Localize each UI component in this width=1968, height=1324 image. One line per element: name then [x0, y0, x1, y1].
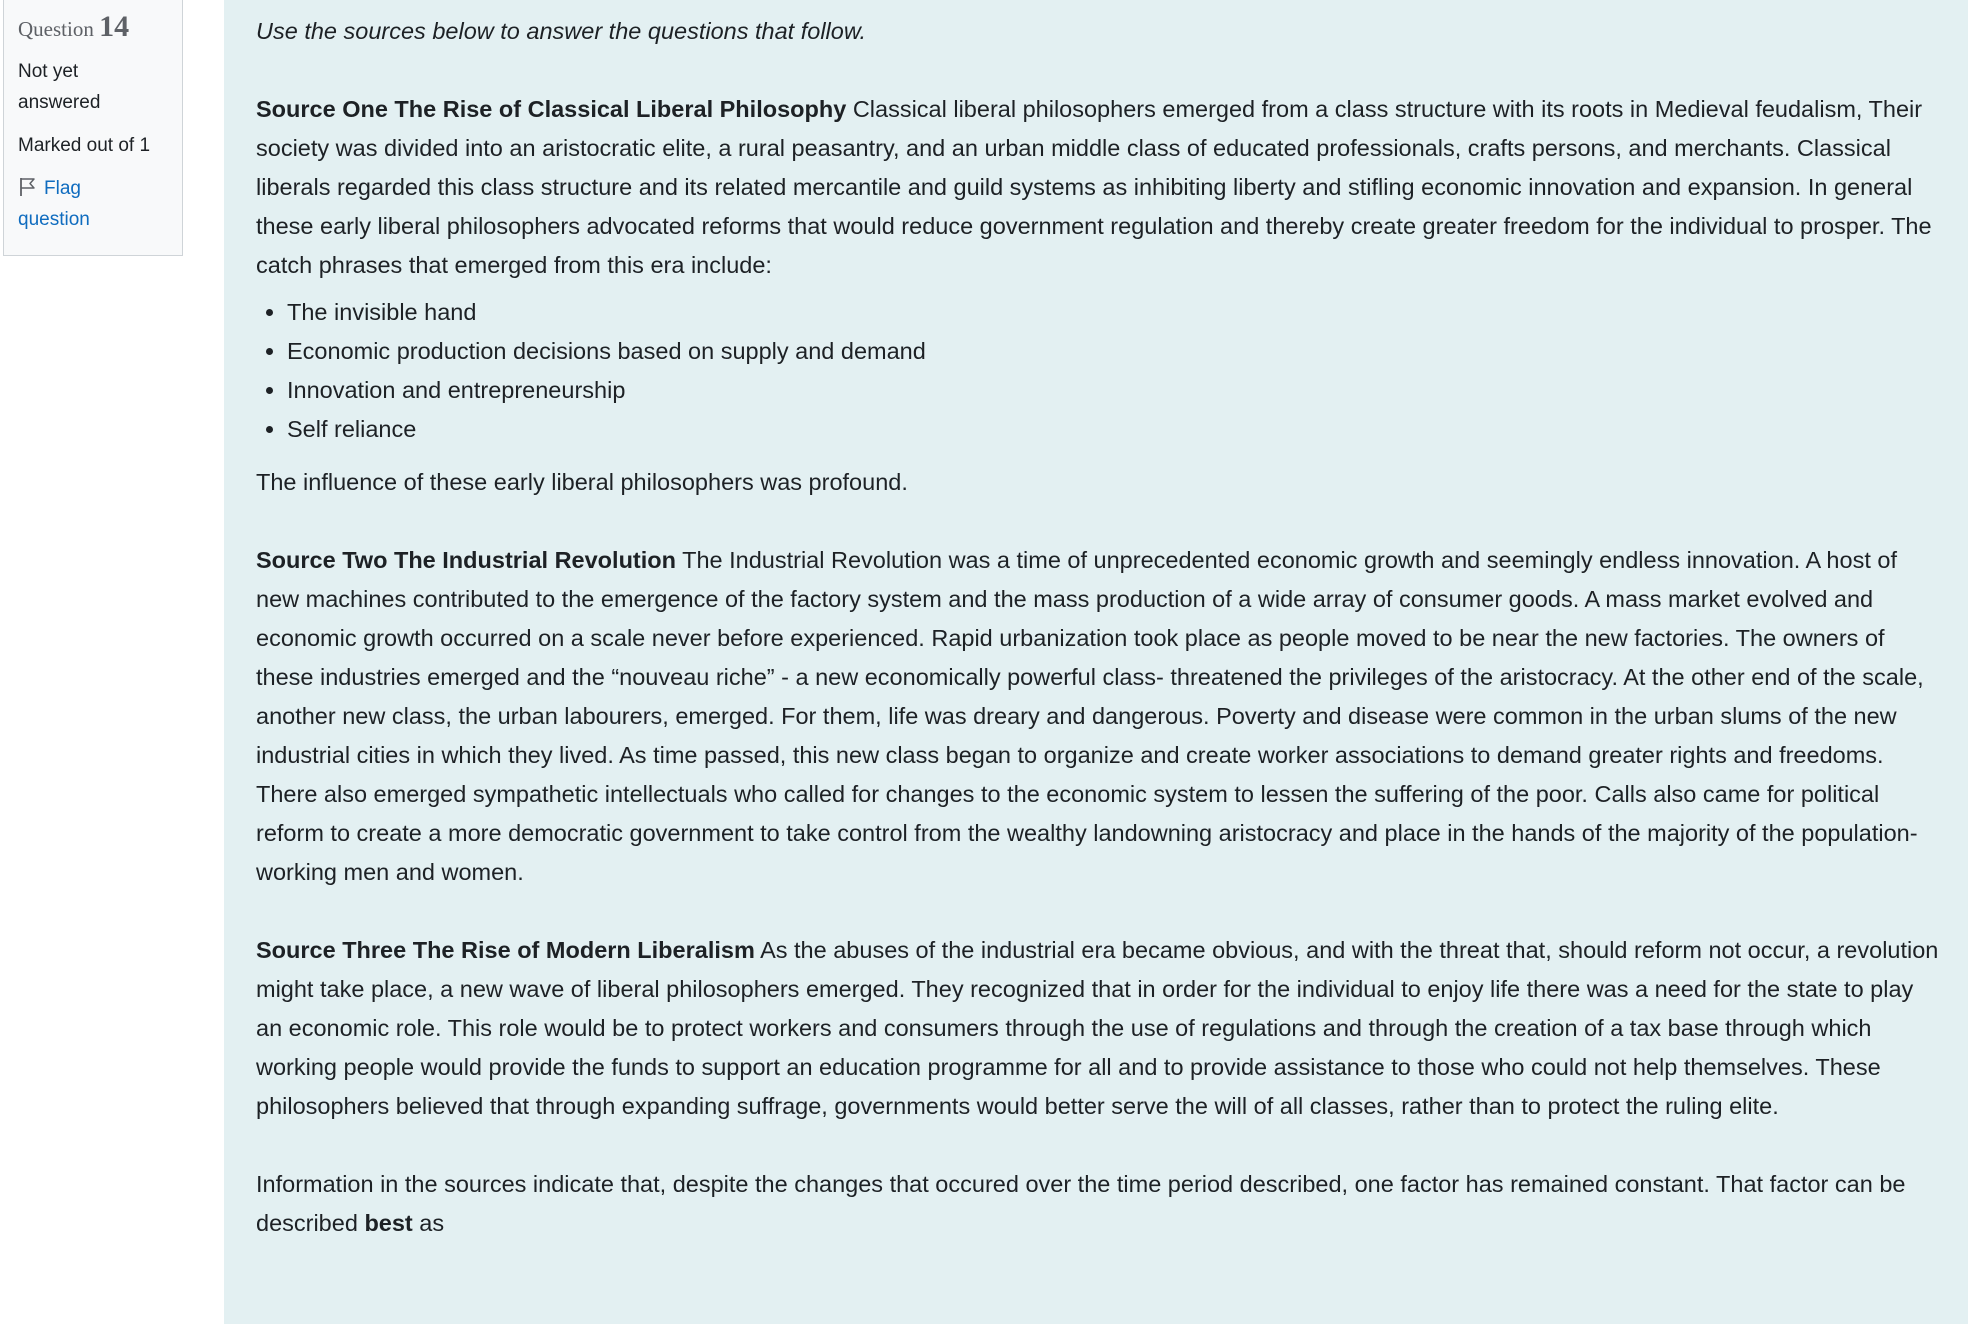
question-prompt — [256, 1165, 1942, 1243]
question-number: 14 — [99, 10, 130, 43]
flag-question-label: Flag question — [18, 178, 90, 230]
source-one-closing: The influence of these early liberal philosophers was profound. — [256, 469, 908, 495]
flag-question-link[interactable] — [18, 173, 138, 235]
source-three-text: As the abuses of the industrial era became obvious, and with the threat that, should reform not occur, a revolution might take place, a new wave of liberal philosophers emerged. They recognized that in order for the individual to enjoy life there was a need for the state to play an economic role. This role would be to protect workers and consumers through the use of regulations and through the creation of a tax base through which working people would provide the funds to support an education programme for all and to provide assistance to those who could not help themselves. These philosophers believed that through expanding suffrage, governments would better serve the will of all classes, rather than to protect the ruling elite. — [256, 937, 1939, 1119]
question-grade: Marked out of 1 — [18, 135, 151, 156]
list-item: • Self reliance — [287, 410, 1942, 449]
question-text-area — [224, 0, 1968, 1324]
question-state: Not yet answered — [18, 61, 101, 113]
source-one-text: Classical liberal philosophers emerged from a class structure with its roots in Medieval feudalism, Their society was divided into an aristocratic elite, a rural peasantry, and an urban middle class of educated professionals, crafts persons, and merchants. Classical liberals regarded this class structure and its related mercantile and guild systems as inhibiting liberty and stifling economic innovation and expansion. In general these early liberal philosophers advocated reforms that would reduce government regulation and thereby create greater freedom for the individual to prosper. The catch phrases that emerged from this era include: — [256, 96, 1932, 278]
list-item: • Innovation and entrepreneurship — [287, 371, 1942, 410]
question-prompt-emphasis: best — [364, 1210, 413, 1236]
question-number-heading — [18, 10, 182, 44]
question-prompt-text: Information in the sources indicate that, despite the changes that occured over the time period described, one factor has remained constant. That factor can be described — [256, 1171, 1906, 1236]
flag-icon — [18, 177, 36, 197]
question-info-panel — [3, 0, 183, 256]
question-label: Question — [18, 17, 94, 41]
source-three-title: Source Three The Rise of Modern Liberalism — [256, 937, 755, 963]
source-one-title: Source One The Rise of Classical Liberal Philosophy — [256, 96, 847, 122]
source-two-title: Source Two The Industrial Revolution — [256, 547, 676, 573]
list-item: • Economic production decisions based on supply and demand — [287, 332, 1942, 371]
instructions: Use the sources below to answer the questions that follow. — [256, 18, 867, 44]
source-two — [256, 541, 1942, 892]
list-item: • The invisible hand — [287, 293, 1942, 332]
source-three — [256, 931, 1942, 1126]
source-two-text: The Industrial Revolution was a time of unprecedented economic growth and seemingly endless innovation. A host of new machines contributed to the emergence of the factory system and the mass production of a wide array of consumer goods. A mass market evolved and economic growth occurred on a scale never before experienced. Rapid urbanization took place as people moved to be near the new factories. The owners of these industries emerged and the “nouveau riche” - a new economically powerful class- threatened the privileges of the aristocracy. At the other end of the scale, another new class, the urban labourers, emerged. For them, life was dreary and dangerous. Poverty and disease were common in the urban slums of the new industrial cities in which they lived. As time passed, this new class began to organize and create worker associations to demand greater rights and freedoms. There also emerged sympathetic intellectuals who called for changes to the economic system to lessen the suffering of the poor. Calls also came for political reform to create a more democratic government to take control from the wealthy landowning aristocracy and place in the hands of the majority of the population-working men and women. — [256, 547, 1924, 885]
catch-phrases-list — [256, 293, 1942, 449]
question-prompt-end: as — [419, 1210, 445, 1236]
source-one — [256, 90, 1942, 285]
